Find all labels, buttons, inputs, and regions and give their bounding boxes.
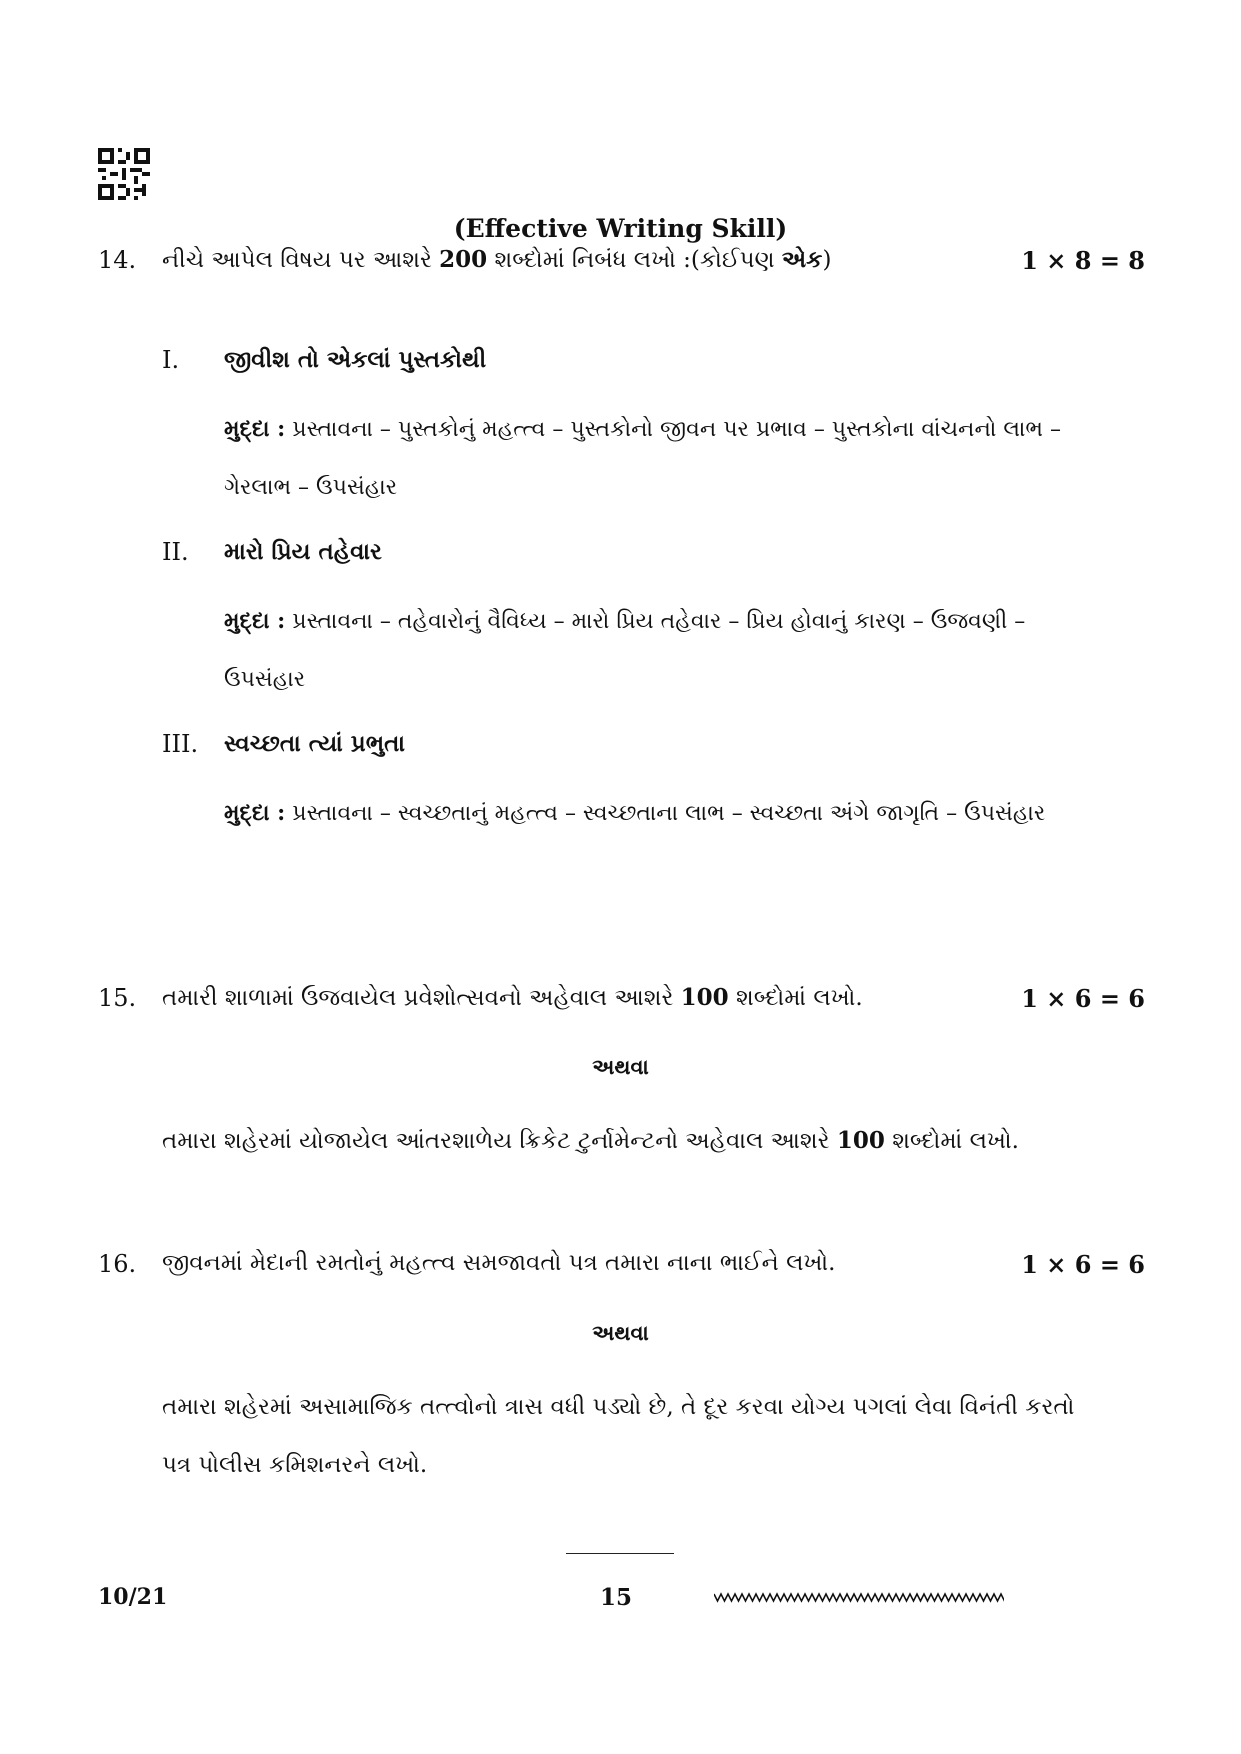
q15-alt-part: શબ્દોમાં લખો. (884, 1128, 1019, 1154)
essay-points (224, 784, 1084, 843)
question-15-marks: 1 × 6 = 6 (1021, 984, 1145, 1013)
question-16-alternative: તમારા શહેરમાં અસામાજિક તત્ત્વોનો ત્રાસ વધી પડ્યો છે, તે દૂર કરવા યોગ્ય પગલાં લેવા વિનંતી કરતો પત્ર પોલીસ કમિશનરને લખો. (162, 1394, 1075, 1478)
essay-topic: મારો પ્રિય તહેવાર (224, 538, 382, 565)
page-number: 15 (600, 1584, 633, 1611)
q14-text-part: ) (822, 247, 832, 273)
question-number-15: 15. (98, 984, 137, 1012)
question-16-text: જીવનમાં મેદાની રમતોનું મહત્ત્વ સમજાવતો પત્ર તમારા નાના ભાઈને લખો. (162, 1250, 836, 1276)
points-text: પ્રસ્તાવના – સ્વચ્છતાનું મહત્ત્વ – સ્વચ્છતાના લાભ – સ્વચ્છતા અંગે જાગૃતિ – ઉપસંહાર (285, 801, 1046, 826)
points-label: મુદ્દા : (224, 608, 286, 634)
or-label: અથવા (592, 1054, 649, 1079)
q14-word-count: 200 (439, 246, 488, 273)
end-rule (566, 1553, 674, 1554)
question-14-marks: 1 × 8 = 8 (1021, 246, 1145, 275)
qr-code-icon (98, 148, 150, 200)
q15-alt-word-count: 100 (836, 1127, 885, 1154)
points-label: મુદ્દા : (224, 800, 286, 826)
section-title: (Effective Writing Skill) (453, 214, 788, 243)
q14-text-part: શબ્દોમાં નિબંધ લખો :(કોઈપણ (487, 247, 782, 273)
q14-bold-word: એક (781, 246, 823, 273)
question-number-14: 14. (98, 246, 137, 274)
question-number-16: 16. (98, 1250, 137, 1278)
essay-topic: સ્વચ્છતા ત્યાં પ્રભુતા (224, 730, 406, 757)
points-text: પ્રસ્તાવના – તહેવારોનું વૈવિધ્ય – મારો પ્રિય તહેવાર – પ્રિય હોવાનું કારણ – ઉજવણી – ઉપસંહાર (224, 609, 1026, 692)
points-label: મુદ્દા : (224, 416, 286, 442)
option-number: I. (162, 346, 180, 374)
option-number: III. (162, 730, 199, 758)
essay-points (224, 592, 1084, 709)
paper-code: 10/21 (98, 1584, 168, 1610)
or-label: અથવા (592, 1320, 649, 1345)
essay-points (224, 400, 1084, 517)
question-15-alternative (162, 1112, 1092, 1170)
points-text: પ્રસ્તાવના – પુસ્તકોનું મહત્ત્વ – પુસ્તકોનો જીવન પર પ્રભાવ – પુસ્તકોના વાંચનનો લાભ – ગેરલાભ – ઉપસંહાર (224, 417, 1061, 500)
q15-text-part: તમારી શાળામાં ઉજવાયેલ પ્રવેશોત્સવનો અહેવાલ આશરે (162, 985, 681, 1011)
essay-topic: જીવીશ તો એકલાં પુસ્તકોથી (224, 346, 487, 373)
q14-text-part: નીચે આપેલ વિષય પર આશરે (162, 247, 440, 273)
q15-text-part: શબ્દોમાં લખો. (728, 985, 863, 1011)
wavy-line-icon (714, 1588, 1004, 1606)
q15-alt-part: તમારા શહેરમાં યોજાયેલ આંતરશાળેય ક્રિકેટ ટુર્નામેન્ટનો અહેવાલ આશરે (162, 1128, 837, 1154)
question-15-text (162, 984, 863, 1011)
question-14-text (162, 246, 831, 273)
question-16-marks: 1 × 6 = 6 (1021, 1250, 1145, 1279)
q15-word-count: 100 (680, 984, 729, 1011)
option-number: II. (162, 538, 189, 566)
